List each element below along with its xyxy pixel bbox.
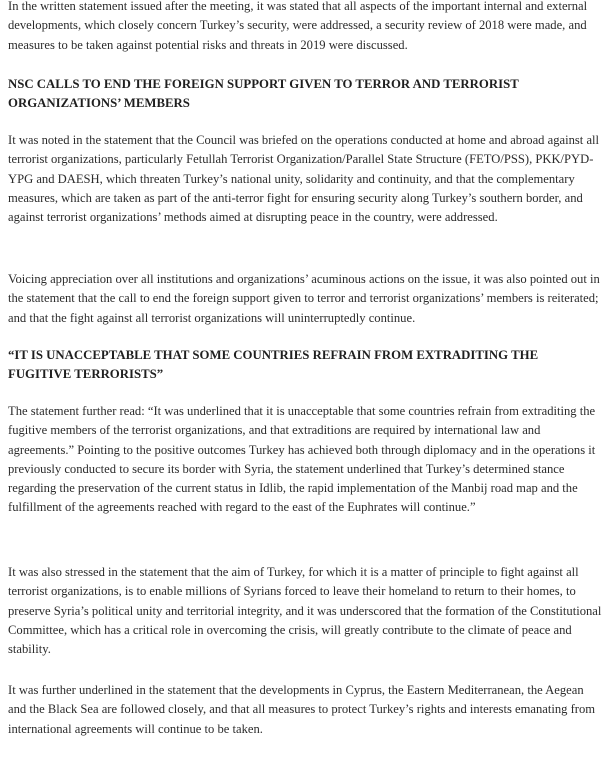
heading-foreign-support: NSC CALLS TO END THE FOREIGN SUPPORT GIVEN TO TERROR AND TERRORIST ORGANIZATIONS’ MEMBERS [8,77,519,111]
paragraph-cyprus-mediterranean: It was further underlined in the statement that the developments in Cyprus, the Eastern Mediterranean, the Aegean and the Black Sea are followed closely, and that all measures to protect Turkey’s rights and interests emanating from international agreements will continue to be taken. [8,683,596,736]
paragraph-appreciation: Voicing appreciation over all institutions and organizations’ acuminous actions on the issue, it was also pointed out in the statement that the call to end the foreign support given to terror and terrorist organizations’ members is reiterated; and that the fight against all terrorist organizations will uninterruptedly continue. [8,272,600,325]
paragraph-meeting-statement: In the written statement issued after the meeting, it was stated that all aspects of the important internal and external developments, which closely concern Turkey’s security, were addressed, a security review of 2018 were made, and measures to be taken against potential risks and threats in 2019 were discussed. [8,0,588,52]
paragraph-council-briefing: It was noted in the statement that the Council was briefed on the operations conducted at home and abroad against all terrorist organizations, particularly Fetullah Terrorist Organization/Parallel State Structure (FETO/PSS), PKK/PYD-YPG and DAESH, which threaten Turkey’s national unity, solidarity and continuity, and that the complementary measures, which are taken as part of the anti-terror fight for ensuring security along Turkey’s southern border, and against terrorist organizations’ methods aimed at disrupting peace in the country, were addressed. [8,133,600,225]
heading-extradition: “IT IS UNACCEPTABLE THAT SOME COUNTRIES REFRAIN FROM EXTRADITING THE FUGITIVE TERRORISTS” [8,348,539,382]
paragraph-extradition-statement: The statement further read: “It was underlined that it is unacceptable that some countries refrain from extraditing the fugitive members of the terrorist organizations, and that extraditions are required by international law and agreements.” Pointing to the positive outcomes Turkey has achieved both through diplomacy and in the operations it previously conducted to secure its border with Syria, the statement underlined that Turkey’s determined stance regarding the preservation of the current status in Idlib, the rapid implementation of the Manbij road map and the fulfillment of the agreements reached with regard to the east of the Euphrates will continue.” [8,404,596,515]
paragraph-syria-aim: It was also stressed in the statement that the aim of Turkey, for which it is a matter of principle to fight against all terrorist organizations, is to enable millions of Syrians forced to leave their homeland to return to their homes, to preserve Syria’s political unity and territorial integrity, and it was underscored that the formation of the Constitutional Committee, which has a critical role in overcoming the crisis, will greatly contribute to the climate of peace and stability. [8,565,602,657]
